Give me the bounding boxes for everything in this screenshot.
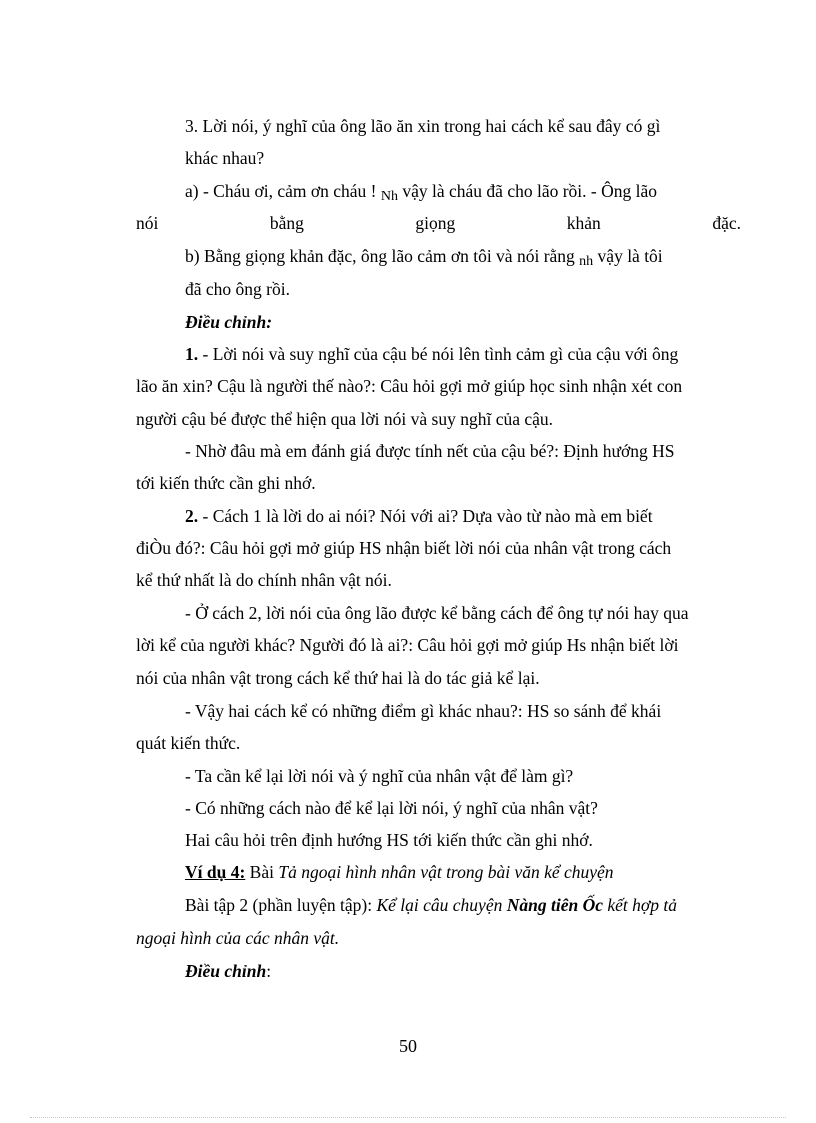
adjust1-p4-line-3: nói của nhân vật trong cách kể thứ hai là do tác giả kể lại. — [136, 668, 540, 688]
q3-b-small: nh — [579, 254, 594, 269]
adjust1-p3-line-1 — [185, 505, 741, 527]
exercise-prefix: Bài tập 2 (phần luyện tập): — [185, 895, 373, 915]
q3-a-text-2: vậy là cháu đã cho lão rồi. - Ông lão — [402, 181, 658, 201]
adjust1-p1-line-1 — [185, 343, 741, 365]
q3-a-word: bằng — [269, 213, 304, 233]
q3-line-2: khác nhau? — [185, 148, 265, 168]
example4-title: Tả ngoại hình nhân vật trong bài văn kể chuyện — [278, 862, 614, 882]
q3-a-word: nói — [136, 213, 159, 233]
adjust1-p1-text: - Lời nói và suy nghĩ của cậu bé nói lên tình cảm gì của cậu với ông — [202, 344, 679, 364]
adjust1-p8: Hai câu hỏi trên định hướng HS tới kiến thức cần ghi nhớ. — [185, 830, 593, 850]
q3-b-line-1 — [185, 245, 741, 270]
item-number-2: 2. — [185, 506, 199, 526]
adjust1-p1-line-2: lão ăn xin? Cậu là người thế nào?: Câu hỏi gợi mở giúp học sinh nhận xét con — [136, 376, 683, 396]
q3-line-1: 3. Lời nói, ý nghĩ của ông lão ăn xin trong hai cách kể sau đây có gì — [185, 116, 661, 136]
adjust-heading-2 — [185, 960, 741, 982]
story-title: Nàng tiên Ốc — [506, 895, 603, 915]
exercise-italic-2: kết hợp tả — [607, 895, 677, 915]
adjust1-p4-line-1: - Ở cách 2, lời nói của ông lão được kể bằng cách để ông tự nói hay qua — [185, 603, 689, 623]
adjust1-p2-line-2: tới kiến thức cần ghi nhớ. — [136, 473, 316, 493]
example4-line — [185, 861, 741, 883]
adjust1-p4-line-2: lời kể của người khác? Người đó là ai?: Câu hỏi gợi mở giúp Hs nhận biết lời — [136, 635, 679, 655]
exercise-line-2: ngoại hình của các nhân vật. — [136, 928, 340, 948]
q3-b-text-2: vậy là tôi — [597, 246, 663, 266]
adjust-heading-2-colon: : — [266, 961, 272, 981]
item-number-1: 1. — [185, 344, 199, 364]
adjust1-p5-line-1: - Vậy hai cách kể có những điểm gì khác nhau?: HS so sánh để khái — [185, 701, 662, 721]
adjust-heading-2-text: Điều chỉnh — [185, 961, 267, 981]
adjust1-p7: - Có những cách nào để kể lại lời nói, ý nghĩ của nhân vật? — [185, 798, 598, 818]
adjust1-p1-line-3: người cậu bé được thể hiện qua lời nói và suy nghĩ của cậu. — [136, 409, 554, 429]
example4-label: Ví dụ 4: — [185, 862, 246, 882]
example4-bai: Bài — [249, 862, 274, 882]
q3-a-word: giọng — [415, 213, 456, 233]
exercise-line-1 — [185, 894, 741, 916]
q3-b-line-2: đã cho ông rồi. — [185, 279, 290, 299]
exercise-italic-1: Kể lại câu chuyện — [376, 895, 503, 915]
adjust-heading-1: Điều chỉnh: — [185, 312, 273, 332]
q3-a-line-1 — [185, 180, 741, 205]
q3-a-small: Nh — [380, 189, 398, 204]
q3-b-text-1: b) Bằng giọng khản đặc, ông lão cảm ơn tôi và nói rằng — [185, 246, 575, 266]
page-number: 50 — [399, 1036, 417, 1056]
q3-a-line-2 — [136, 212, 741, 234]
q3-a-text-1: a) - Cháu ơi, cảm ơn cháu ! — [185, 181, 377, 201]
q3-a-word: khản — [566, 213, 601, 233]
adjust1-p3-line-2: điÒu đó?: Câu hỏi gợi mở giúp HS nhận biết lời nói của nhân vật trong cách — [136, 538, 672, 558]
adjust1-p3-line-3: kể thứ nhất là do chính nhân vật nói. — [136, 570, 392, 590]
adjust1-p3-text: - Cách 1 là lời do ai nói? Nói với ai? Dựa vào từ nào mà em biết — [202, 506, 653, 526]
adjust1-p6: - Ta cần kể lại lời nói và ý nghĩ của nhân vật để làm gì? — [185, 766, 574, 786]
adjust1-p2-line-1: - Nhờ đâu mà em đánh giá được tính nết của cậu bé?: Định hướng HS — [185, 441, 675, 461]
page-bottom-divider — [30, 1117, 786, 1118]
q3-a-word: đặc. — [712, 213, 741, 233]
adjust1-p5-line-2: quát kiến thức. — [136, 733, 241, 753]
